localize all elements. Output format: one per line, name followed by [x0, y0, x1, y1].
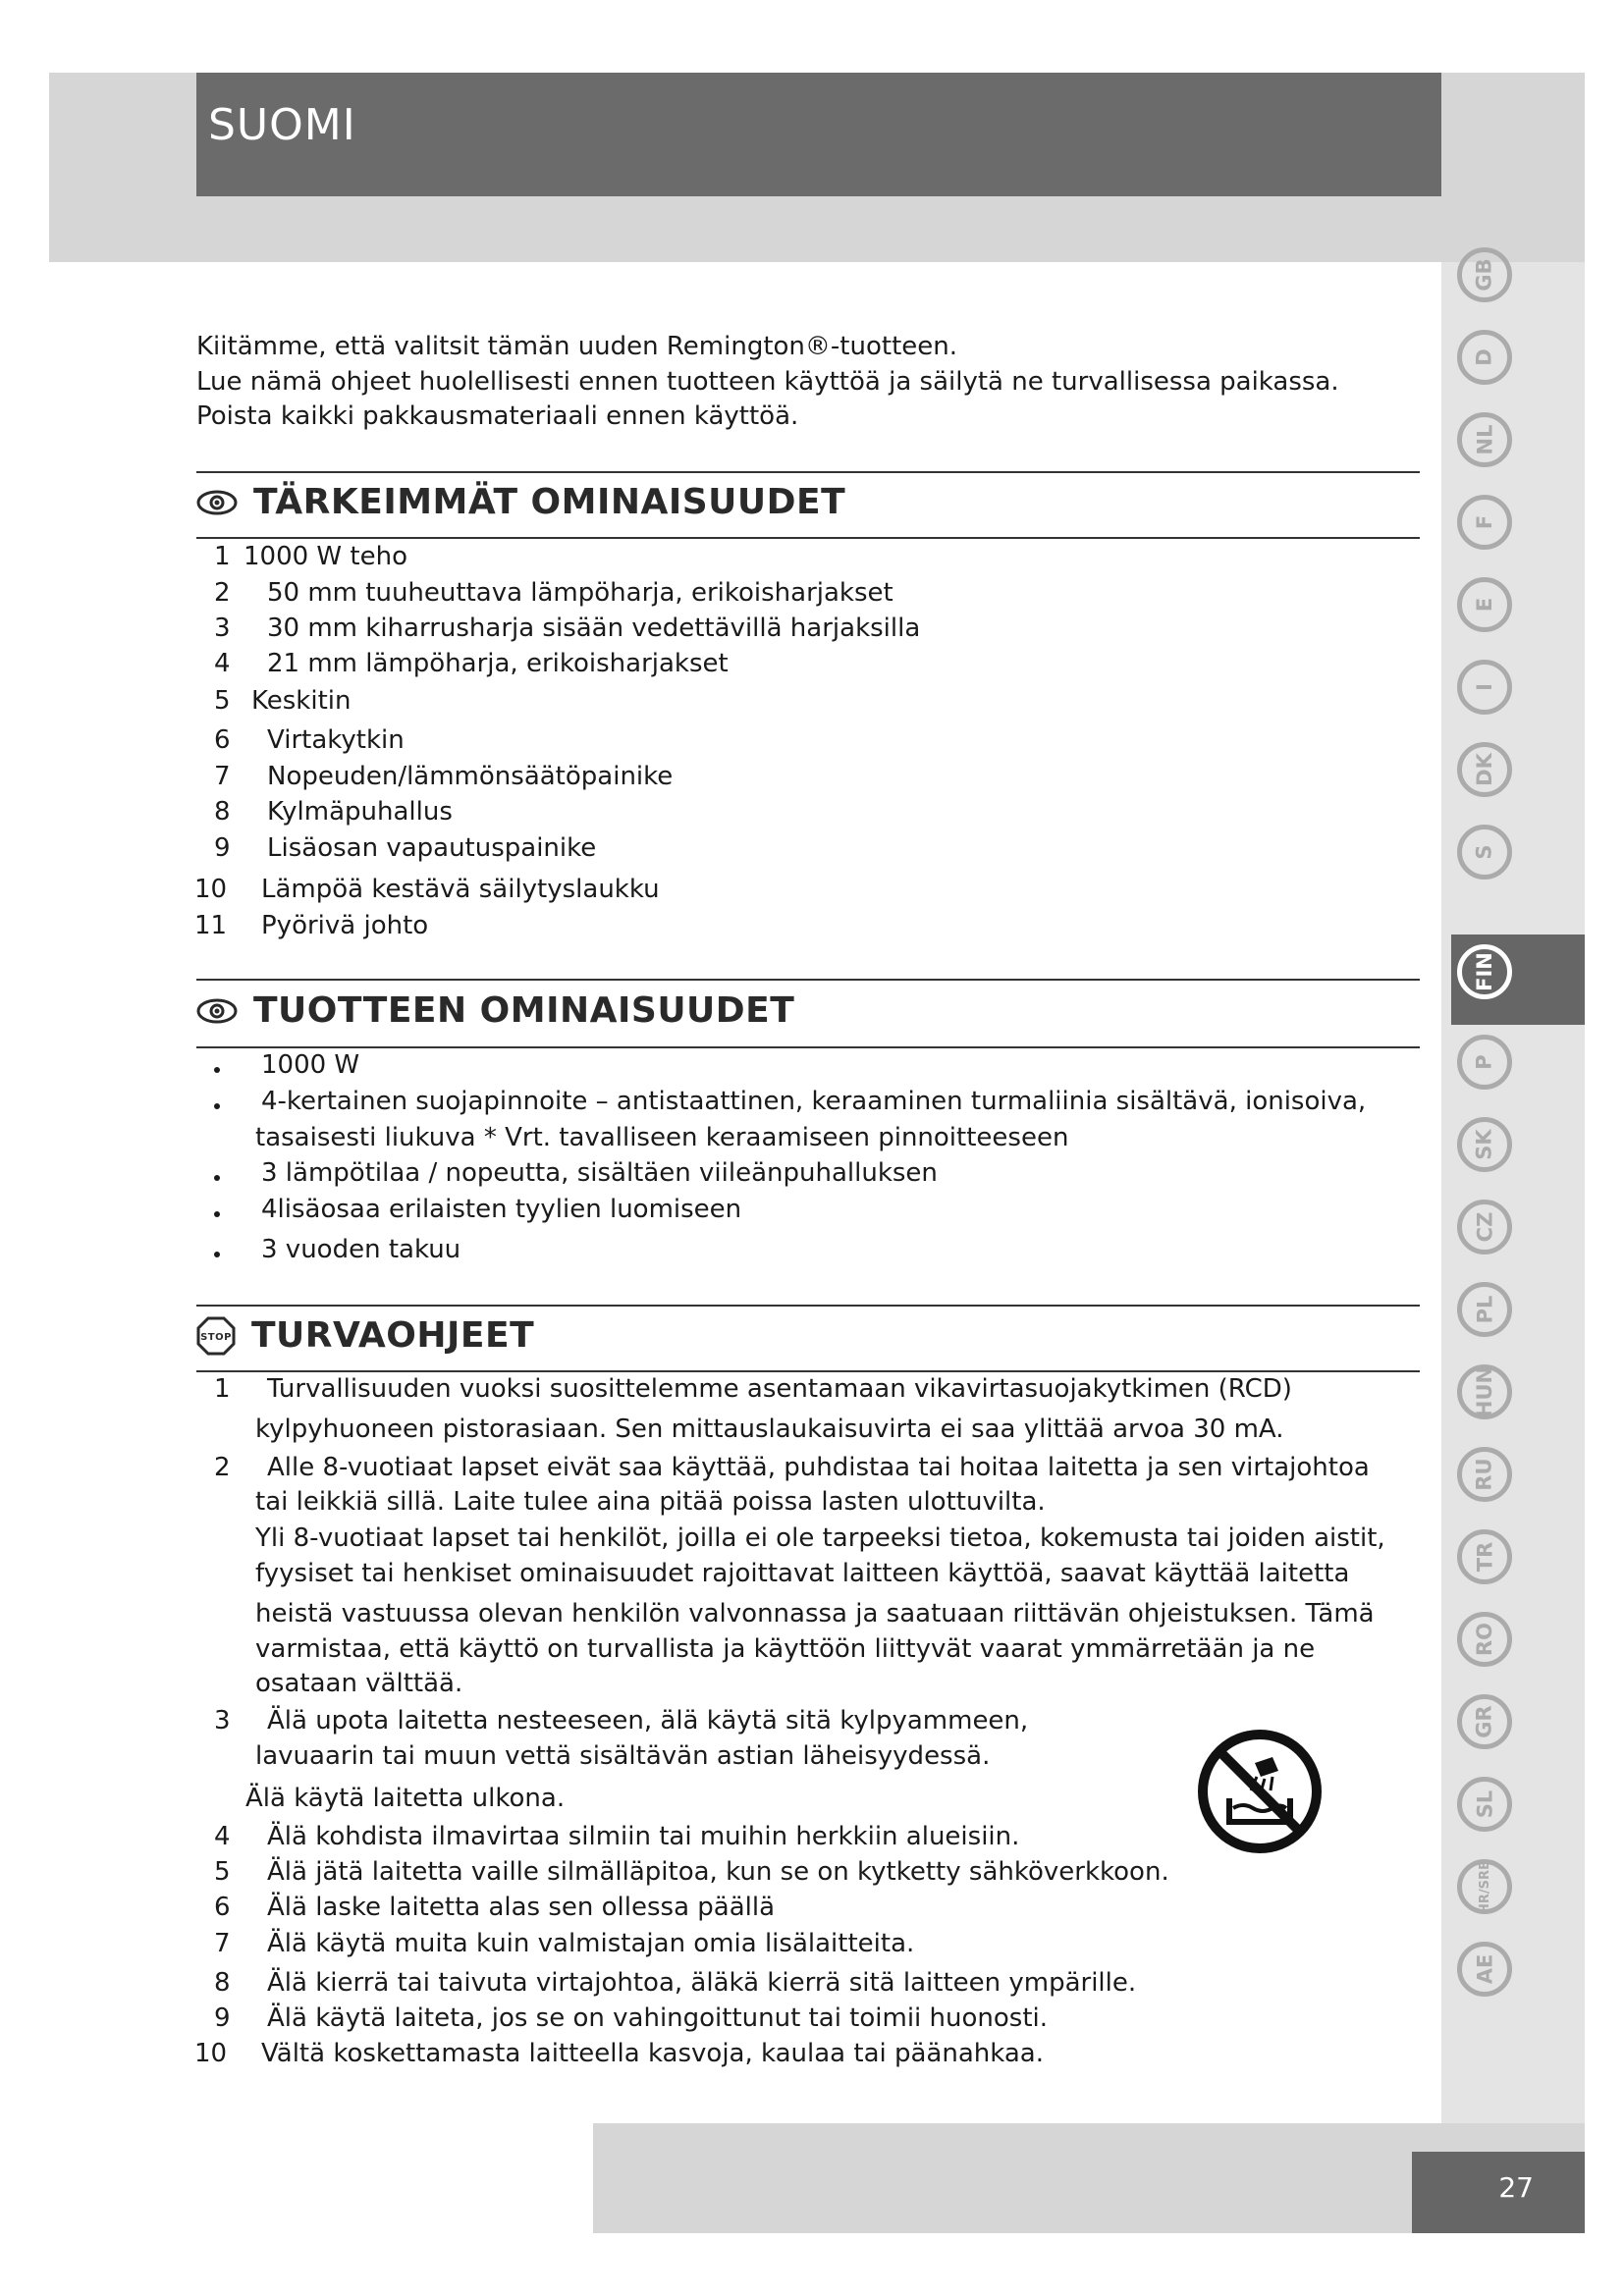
list-item: Älä kierrä tai taivuta virtajohtoa, äläkä kierrä sitä laitteen ympärille. [267, 1968, 1137, 1998]
list-number: 7 [214, 762, 231, 791]
lang-tab-d[interactable]: D [1457, 330, 1512, 385]
lang-tab-hr-srb[interactable]: HR/SRB [1457, 1859, 1512, 1914]
lang-tab-ru[interactable]: RU [1457, 1447, 1512, 1502]
lang-tab-fin[interactable]: FIN [1457, 944, 1512, 999]
list-item: Älä laske laitetta alas sen ollessa päällä [267, 1893, 776, 1922]
lang-tab-hun[interactable]: HUN [1457, 1364, 1512, 1419]
header-title-box [196, 73, 1441, 196]
bullet [214, 1252, 220, 1257]
lang-tab-ro[interactable]: RO [1457, 1612, 1512, 1667]
list-item: Keskitin [251, 686, 352, 716]
bullet [214, 1211, 220, 1217]
section-rule [196, 979, 1420, 981]
section-rule [196, 471, 1420, 473]
list-item: 4lisäosaa erilaisten tyylien luomiseen [261, 1195, 742, 1224]
list-number: 3 [214, 1706, 231, 1735]
lang-tab-tr[interactable]: TR [1457, 1529, 1512, 1584]
section-rule [196, 1305, 1420, 1307]
list-item-continuation: lavuaarin tai muun vettä sisältävän astian läheisyydessä. [255, 1741, 991, 1771]
lang-tab-e[interactable]: E [1457, 577, 1512, 632]
list-item: 4-kertainen suojapinnoite – antistaattinen, keraaminen turmaliinia sisältävä, ionisoiva, [261, 1087, 1367, 1116]
list-number: 10 [194, 2039, 228, 2068]
list-item: Alle 8-vuotiaat lapset eivät saa käyttää, puhdistaa tai hoitaa laitetta ja sen virtajohtoa [267, 1453, 1370, 1482]
list-item: Älä käytä muita kuin valmistajan omia lisälaitteita. [267, 1929, 915, 1958]
list-item-continuation: varmistaa, että käyttö on turvallista ja käyttöön liittyvät vaarat ymmärretään ja ne [255, 1634, 1316, 1664]
lang-tab-ae[interactable]: AE [1457, 1942, 1512, 1997]
list-number: 5 [214, 1857, 231, 1887]
intro-line: Lue nämä ohjeet huolellisesti ennen tuotteen käyttöä ja säilytä ne turvallisessa paikassa. [196, 367, 1339, 397]
language-strip [1441, 262, 1585, 2127]
list-number: 1 [214, 1374, 231, 1404]
lang-tab-sl[interactable]: SL [1457, 1777, 1512, 1832]
lang-tab-dk[interactable]: DK [1457, 742, 1512, 797]
list-item: Älä käytä laiteta, jos se on vahingoittunut tai toimii huonosti. [267, 2003, 1049, 2033]
list-number: 2 [214, 578, 231, 608]
page-number: 27 [1498, 2171, 1534, 2204]
list-number: 7 [214, 1929, 231, 1958]
bullet [214, 1103, 220, 1109]
list-number: 8 [214, 797, 231, 827]
bullet [214, 1067, 220, 1073]
lang-tab-s[interactable]: S [1457, 825, 1512, 880]
no-water-warning-icon [1196, 1728, 1324, 1855]
list-item: Älä jätä laitetta vaille silmälläpitoa, kun se on kytketty sähköverkkoon. [267, 1857, 1169, 1887]
list-item-continuation: tai leikkiä sillä. Laite tulee aina pitää poissa lasten ulottuvilta. [255, 1487, 1046, 1517]
list-number: 6 [214, 725, 231, 755]
section-rule [196, 537, 1420, 539]
list-item-continuation: osataan välttää. [255, 1669, 463, 1698]
lang-tab-i[interactable]: I [1457, 660, 1512, 715]
list-number: 11 [194, 911, 228, 940]
lang-tab-p[interactable]: P [1457, 1035, 1512, 1090]
list-number: 6 [214, 1893, 231, 1922]
list-item: 3 lämpötilaa / nopeutta, sisältäen viileänpuhalluksen [261, 1158, 938, 1188]
eye-icon [196, 996, 238, 1026]
list-item: Kylmäpuhallus [267, 797, 453, 827]
list-item: 3 vuoden takuu [261, 1235, 461, 1264]
section-rule [196, 1046, 1420, 1048]
lang-tab-gb[interactable]: GB [1457, 247, 1512, 302]
section-heading-features: TÄRKEIMMÄT OMINAISUUDET [196, 482, 845, 522]
section-rule [196, 1370, 1420, 1372]
list-item: 50 mm tuuheuttava lämpöharja, erikoisharjakset [267, 578, 893, 608]
section-heading-product-features: TUOTTEEN OMINAISUUDET [196, 990, 794, 1031]
list-item: Lisäosan vapautuspainike [267, 833, 597, 863]
list-item-continuation: heistä vastuussa olevan henkilön valvonnassa ja saatuaan riittävän ohjeistuksen. Tämä [255, 1599, 1375, 1629]
stop-sign-icon [196, 1316, 236, 1356]
list-item: 1000 W teho [244, 542, 407, 571]
list-item: 1000 W [261, 1050, 360, 1080]
list-item: Pyörivä johto [261, 911, 429, 940]
list-number: 9 [214, 2003, 231, 2033]
page-title: SUOMI [208, 100, 356, 150]
lang-tab-gr[interactable]: GR [1457, 1694, 1512, 1749]
list-item: Lämpöä kestävä säilytyslaukku [261, 875, 660, 904]
list-item-continuation: kylpyhuoneen pistorasiaan. Sen mittauslaukaisuvirta ei saa ylittää arvoa 30 mA. [255, 1415, 1284, 1444]
list-item: Turvallisuuden vuoksi suosittelemme asentamaan vikavirtasuojakytkimen (RCD) [267, 1374, 1292, 1404]
list-number: 4 [214, 649, 231, 678]
list-number: 10 [194, 875, 228, 904]
list-item-continuation: Älä käytä laitetta ulkona. [245, 1784, 566, 1813]
lang-tab-nl[interactable]: NL [1457, 412, 1512, 467]
list-number: 8 [214, 1968, 231, 1998]
list-item-continuation: Yli 8-vuotiaat lapset tai henkilöt, joilla ei ole tarpeeksi tietoa, kokemusta tai joiden aistit, [255, 1523, 1385, 1553]
list-item: 30 mm kiharrusharja sisään vedettävillä harjaksilla [267, 614, 921, 643]
list-number: 9 [214, 833, 231, 863]
section-heading-safety: STOP TURVAOHJEET [196, 1315, 534, 1356]
bullet [214, 1175, 220, 1181]
intro-line: Poista kaikki pakkausmateriaali ennen käyttöä. [196, 401, 799, 431]
list-number: 4 [214, 1822, 231, 1851]
lang-tab-pl[interactable]: PL [1457, 1282, 1512, 1337]
list-number: 1 [214, 542, 231, 571]
lang-tab-cz[interactable]: CZ [1457, 1200, 1512, 1255]
svg-text:STOP: STOP [200, 1331, 232, 1343]
list-item: Älä kohdista ilmavirtaa silmiin tai muihin herkkiin alueisiin. [267, 1822, 1020, 1851]
list-number: 5 [214, 686, 231, 716]
intro-line: Kiitämme, että valitsit tämän uuden Remington®-tuotteen. [196, 332, 957, 361]
list-item: Virtakytkin [267, 725, 405, 755]
list-number: 3 [214, 614, 231, 643]
list-item-continuation: fyysiset tai henkiset ominaisuudet rajoittavat laitteen käyttöä, saavat käyttää laitetta [255, 1559, 1350, 1588]
list-item: Vältä koskettamasta laitteella kasvoja, kaulaa tai päänahkaa. [261, 2039, 1044, 2068]
eye-icon [196, 488, 238, 517]
list-item-continuation: tasaisesti liukuva * Vrt. tavalliseen keraamiseen pinnoitteeseen [255, 1123, 1069, 1152]
list-number: 2 [214, 1453, 231, 1482]
list-item: Nopeuden/lämmönsäätöpainike [267, 762, 674, 791]
lang-tab-f[interactable]: F [1457, 495, 1512, 550]
list-item: 21 mm lämpöharja, erikoisharjakset [267, 649, 729, 678]
list-item: Älä upota laitetta nesteeseen, älä käytä sitä kylpyammeen, [267, 1706, 1029, 1735]
page-number-box [1412, 2152, 1585, 2233]
lang-tab-sk[interactable]: SK [1457, 1117, 1512, 1172]
